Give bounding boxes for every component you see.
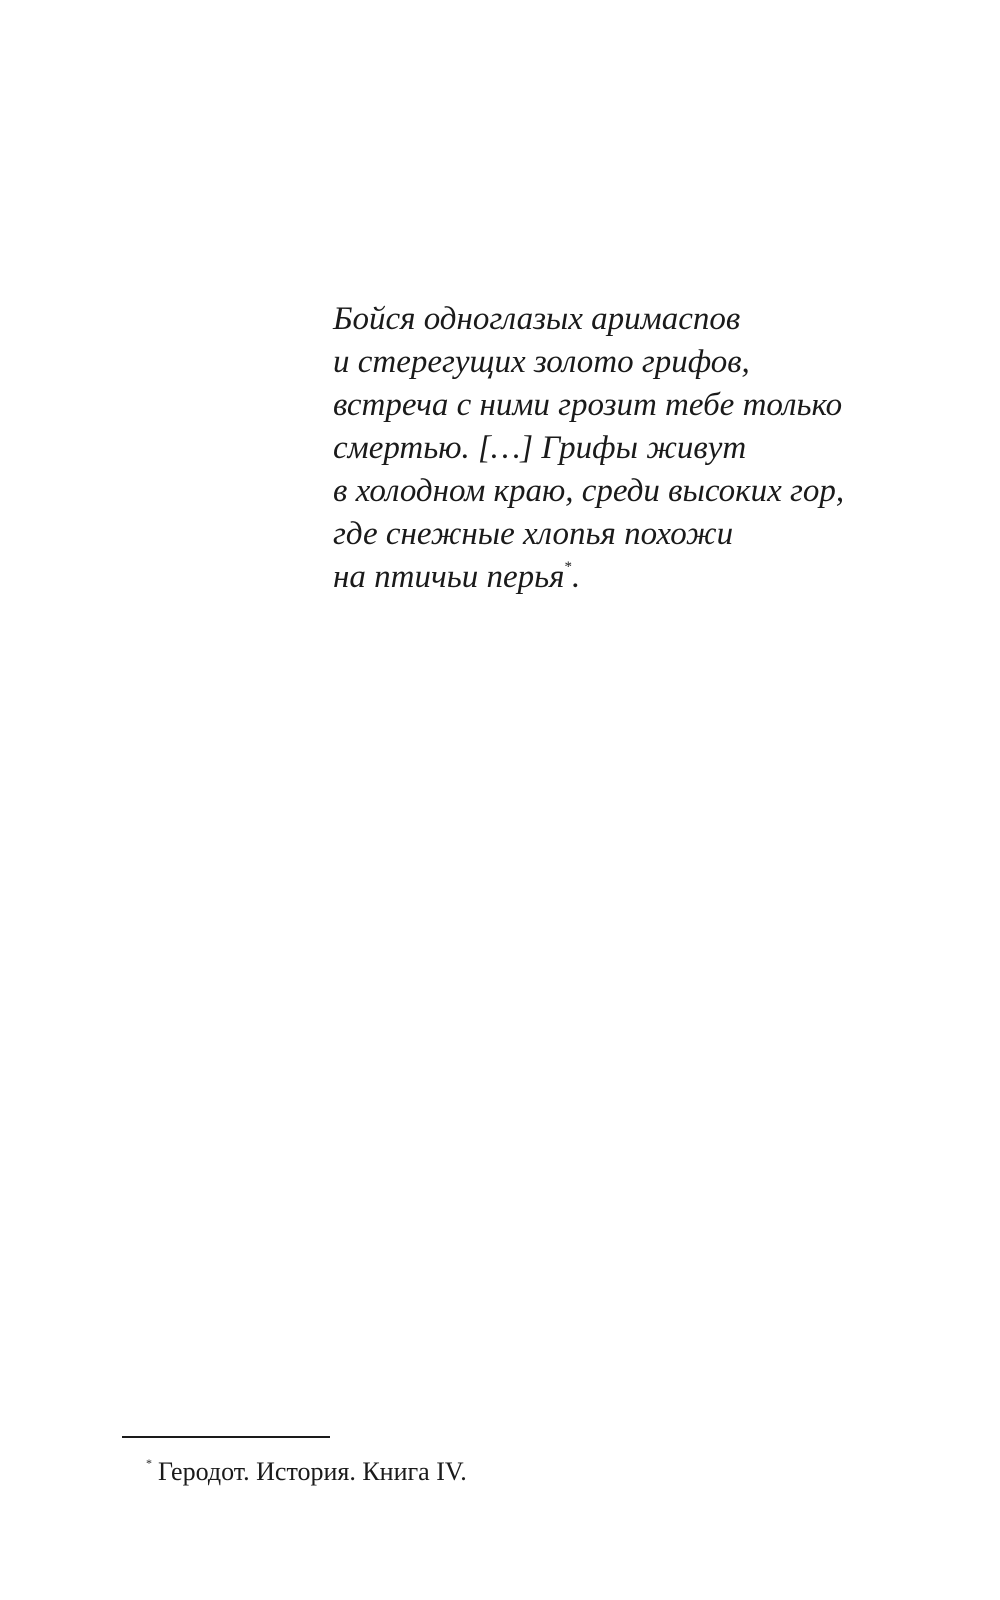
epigraph-line-text: на птичьи перья <box>333 559 565 595</box>
footnote <box>146 1456 467 1488</box>
footnote-mark: * <box>146 1456 152 1470</box>
epigraph-line: в холодном краю, среди высоких гор, <box>333 473 845 509</box>
epigraph-line: где снежные хлопья похожи <box>333 516 734 552</box>
footnote-text: Геродот. История. Книга IV. <box>158 1457 467 1486</box>
epigraph-closing-punctuation: . <box>571 559 581 595</box>
footnote-reference[interactable]: * <box>564 559 572 575</box>
footnote-divider <box>122 1436 330 1438</box>
epigraph <box>333 298 973 599</box>
epigraph-line: смертью. […] Грифы живут <box>333 430 747 466</box>
epigraph-last-line <box>333 556 973 599</box>
epigraph-line: встреча с ними грозит тебе только <box>333 387 843 423</box>
epigraph-line: Бойся одноглазых аримаспов <box>333 301 741 337</box>
epigraph-line: и стерегущих золото грифов, <box>333 344 750 380</box>
